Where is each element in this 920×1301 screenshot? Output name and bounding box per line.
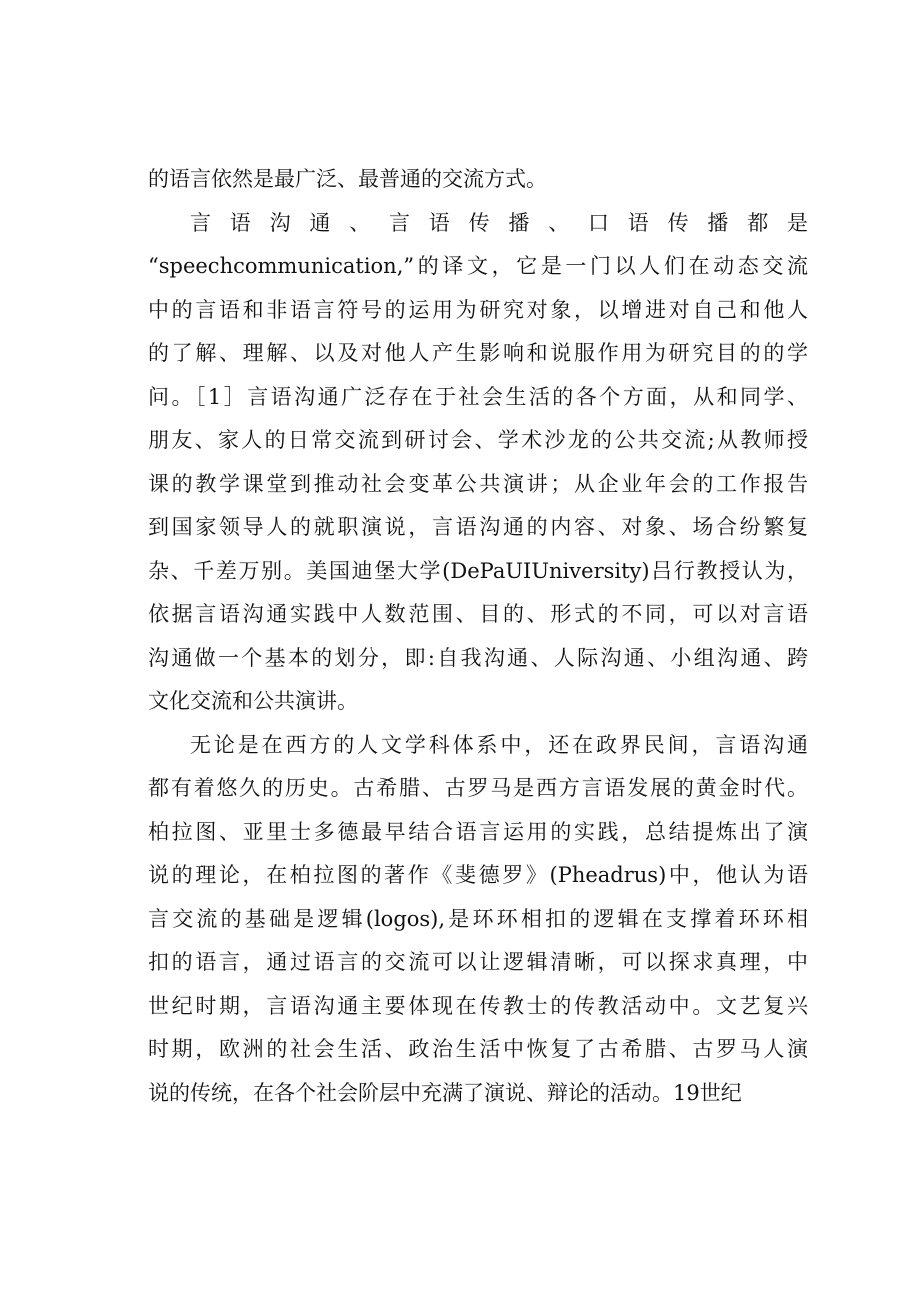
text-line: 世纪时期，言语沟通主要体现在传教士的传教活动中。文艺复兴 bbox=[148, 993, 808, 1018]
text-line: 问。［1］言语沟通广泛存在于社会生活的各个方面，从和同学、 bbox=[148, 384, 808, 409]
body-text bbox=[148, 158, 808, 1115]
text-line: 扣的语言，通过语言的交流可以让逻辑清晰，可以探求真理，中 bbox=[148, 950, 808, 974]
paragraph-2 bbox=[148, 202, 808, 724]
text-line: 的语言依然是最广泛、最普通的交流方式。 bbox=[148, 167, 547, 191]
text-line: 都有着悠久的历史。古希腊、古罗马是西方言语发展的黄金时代。 bbox=[148, 776, 808, 800]
text-line: 说的传统，在各个社会阶层中充满了演说、辩论的活动。19世纪 bbox=[148, 1080, 742, 1105]
text-line: 柏拉图、亚里士多德最早结合语言运用的实践，总结提炼出了演 bbox=[148, 819, 808, 844]
text-line: 依据言语沟通实践中人数范围、目的、形式的不同，可以对言语 bbox=[148, 602, 808, 626]
paragraph-3 bbox=[148, 724, 808, 1116]
text-line: 沟通做一个基本的划分，即:自我沟通、人际沟通、小组沟通、跨 bbox=[148, 645, 808, 670]
text-line: “speechcommunication,”的译文，它是一门以人们在动态交流 bbox=[148, 254, 808, 278]
text-line: 中的言语和非语言符号的运用为研究对象，以增进对自己和他人 bbox=[148, 297, 808, 322]
text-line: 言 语 沟 通 、 言 语 传 播 、 口 语 传 播 都 是 bbox=[190, 210, 808, 235]
text-line: 说的理论，在柏拉图的著作《斐德罗》(Pheadrus)中，他认为语 bbox=[148, 863, 808, 887]
text-line: 的了解、理解、以及对他人产生影响和说服作用为研究目的的学 bbox=[148, 341, 808, 365]
text-line: 文化交流和公共演讲。 bbox=[148, 689, 358, 713]
text-line: 课的教学课堂到推动社会变革公共演讲；从企业年会的工作报告 bbox=[148, 471, 808, 496]
paragraph-1 bbox=[148, 158, 808, 202]
text-line: 朋友、家人的日常交流到研讨会、学术沙龙的公共交流;从教师授 bbox=[148, 428, 808, 452]
text-line: 无论是在西方的人文学科体系中，还在政界民间，言语沟通 bbox=[190, 732, 808, 757]
text-line: 言交流的基础是逻辑(logos),是环环相扣的逻辑在支撑着环环相 bbox=[148, 906, 808, 931]
text-line: 到国家领导人的就职演说，言语沟通的内容、对象、场合纷繁复 bbox=[148, 515, 808, 539]
text-line: 杂、千差万别。美国迪堡大学(DePaUIUniversity)吕行教授认为， bbox=[148, 558, 808, 583]
text-line: 时期，欧洲的社会生活、政治生活中恢复了古希腊、古罗马人演 bbox=[148, 1037, 808, 1061]
